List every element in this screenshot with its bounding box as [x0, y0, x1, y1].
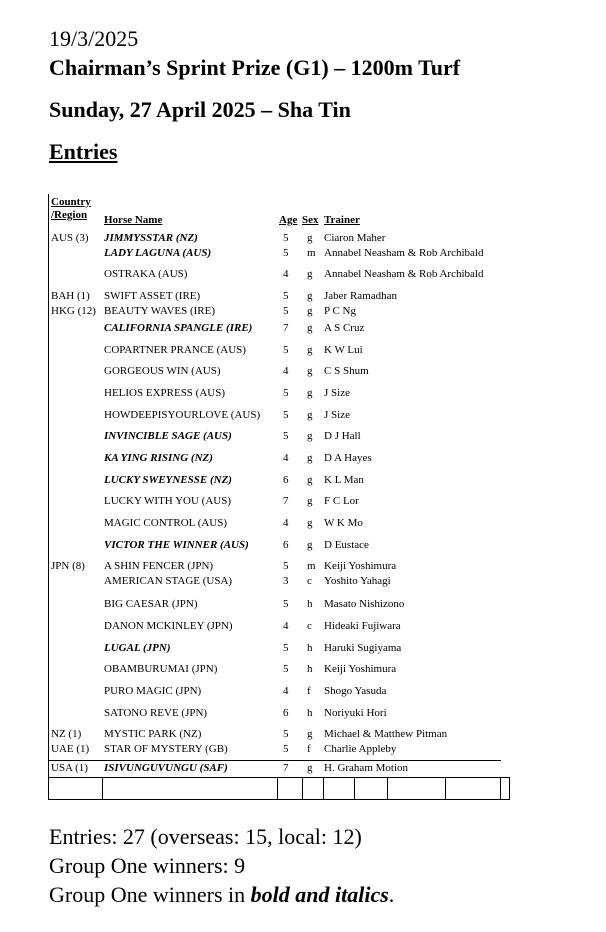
sex-cell: g — [307, 474, 313, 486]
age-cell: 5 — [283, 663, 289, 675]
horse-name-cell: LUGAL (JPN) — [104, 642, 171, 654]
sex-cell: m — [307, 560, 316, 572]
age-cell: 4 — [283, 365, 289, 377]
sex-cell: g — [307, 409, 313, 421]
horse-name-cell: HOWDEEPISYOURLOVE (AUS) — [104, 409, 261, 421]
trainer-cell: K W Lui — [324, 344, 363, 356]
sex-cell: g — [307, 728, 313, 740]
table-col-sep-7 — [445, 777, 446, 800]
age-cell: 3 — [283, 575, 289, 587]
horse-name-cell: MAGIC CONTROL (AUS) — [104, 517, 228, 529]
horse-name-cell: HELIOS EXPRESS (AUS) — [104, 387, 226, 399]
trainer-cell: K L Man — [324, 474, 364, 486]
sex-cell: g — [307, 762, 313, 774]
g1-note-suffix: . — [388, 882, 395, 907]
horse-name-cell: JIMMYSSTAR (NZ) — [104, 232, 198, 244]
age-cell: 7 — [283, 495, 289, 507]
table-col-sep-2 — [277, 777, 278, 800]
trainer-cell: Hideaki Fujiwara — [324, 620, 401, 632]
table-rule-empty-bottom — [48, 799, 510, 800]
trainer-cell: W K Mo — [324, 517, 363, 529]
col-header-horse: Horse Name — [104, 214, 163, 226]
age-cell: 4 — [283, 517, 289, 529]
sex-cell: g — [307, 232, 313, 244]
trainer-cell: Shogo Yasuda — [324, 685, 387, 697]
age-cell: 4 — [283, 268, 289, 280]
sex-cell: c — [307, 575, 312, 587]
age-cell: 5 — [283, 728, 289, 740]
g1-note-emphasis: bold and italics — [250, 882, 389, 907]
sex-cell: g — [307, 452, 313, 464]
table-col-sep-4 — [323, 777, 324, 800]
entries-heading: Entries — [49, 139, 118, 164]
trainer-cell: P C Ng — [324, 305, 356, 317]
horse-name-cell: KA YING RISING (NZ) — [104, 452, 213, 464]
age-cell: 5 — [283, 743, 289, 755]
table-col-sep-6 — [387, 777, 388, 800]
age-cell: 5 — [283, 642, 289, 654]
horse-name-cell: A SHIN FENCER (JPN) — [104, 560, 214, 572]
horse-name-cell: STAR OF MYSTERY (GB) — [104, 743, 228, 755]
table-col-sep-1 — [102, 777, 103, 800]
col-header-country: Country — [51, 196, 91, 208]
trainer-cell: D J Hall — [324, 430, 361, 442]
sex-cell: m — [307, 247, 316, 259]
age-cell: 6 — [283, 707, 289, 719]
trainer-cell: Charlie Appleby — [324, 743, 397, 755]
horse-name-cell: BEAUTY WAVES (IRE) — [104, 305, 216, 317]
trainer-cell: C S Shum — [324, 365, 369, 377]
horse-name-cell: DANON MCKINLEY (JPN) — [104, 620, 233, 632]
age-cell: 5 — [283, 305, 289, 317]
entries-table — [48, 190, 510, 802]
trainer-cell: Keiji Yoshimura — [324, 663, 397, 675]
sex-cell: g — [307, 290, 313, 302]
sex-cell: g — [307, 344, 313, 356]
trainer-cell: H. Graham Motion — [324, 762, 409, 774]
sex-cell: g — [307, 517, 313, 529]
sex-cell: g — [307, 495, 313, 507]
horse-name-cell: SWIFT ASSET (IRE) — [104, 290, 201, 302]
age-cell: 4 — [283, 685, 289, 697]
country-cell: HKG (12) — [51, 305, 96, 317]
col-header-trainer: Trainer — [324, 214, 360, 226]
sex-cell: h — [307, 642, 313, 654]
sex-cell: c — [307, 620, 312, 632]
trainer-cell: Yoshito Yahagi — [324, 575, 391, 587]
sex-cell: f — [307, 685, 311, 697]
sex-cell: f — [307, 743, 311, 755]
horse-name-cell: MYSTIC PARK (NZ) — [104, 728, 202, 740]
trainer-cell: Noriyuki Hori — [324, 707, 387, 719]
trainer-cell: J Size — [324, 387, 350, 399]
horse-name-cell: LADY LAGUNA (AUS) — [104, 247, 212, 259]
horse-name-cell: SATONO REVE (JPN) — [104, 707, 208, 719]
country-cell: JPN (8) — [51, 560, 85, 572]
sex-cell: g — [307, 268, 313, 280]
age-cell: 4 — [283, 452, 289, 464]
horse-name-cell: VICTOR THE WINNER (AUS) — [104, 539, 249, 551]
age-cell: 7 — [283, 322, 289, 334]
horse-name-cell: LUCKY SWEYNESSE (NZ) — [104, 474, 232, 486]
sex-cell: h — [307, 598, 313, 610]
country-cell: BAH (1) — [51, 290, 90, 302]
g1-note-prefix: Group One winners in — [49, 882, 251, 907]
horse-name-cell: AMERICAN STAGE (USA) — [104, 575, 233, 587]
horse-name-cell: INVINCIBLE SAGE (AUS) — [104, 430, 232, 442]
country-cell: NZ (1) — [51, 728, 82, 740]
sex-cell: g — [307, 365, 313, 377]
horse-name-cell: BIG CAESAR (JPN) — [104, 598, 198, 610]
trainer-cell: J Size — [324, 409, 350, 421]
col-header-sex: Sex — [302, 214, 319, 226]
sex-cell: g — [307, 539, 313, 551]
sex-cell: h — [307, 663, 313, 675]
table-border-right — [509, 777, 510, 800]
age-cell: 5 — [283, 247, 289, 259]
sex-cell: g — [307, 305, 313, 317]
col-header-region: /Region — [51, 209, 88, 221]
trainer-cell: Annabel Neasham & Rob Archibald — [324, 268, 484, 280]
race-date-venue: Sunday, 27 April 2025 – Sha Tin — [49, 97, 351, 122]
horse-name-cell: OSTRAKA (AUS) — [104, 268, 188, 280]
sex-cell: g — [307, 322, 313, 334]
race-title: Chairman’s Sprint Prize (G1) – 1200m Turf — [49, 55, 461, 80]
trainer-cell: A S Cruz — [324, 322, 365, 334]
table-border-left — [48, 194, 49, 800]
table-rule-bottom — [48, 777, 510, 778]
age-cell: 6 — [283, 474, 289, 486]
trainer-cell: Ciaron Maher — [324, 232, 386, 244]
table-col-sep-5 — [354, 777, 355, 800]
age-cell: 5 — [283, 430, 289, 442]
trainer-cell: D A Hayes — [324, 452, 372, 464]
age-cell: 4 — [283, 620, 289, 632]
table-rule-usa-top — [48, 760, 501, 761]
sex-cell: h — [307, 707, 313, 719]
trainer-cell: Keiji Yoshimura — [324, 560, 397, 572]
table-col-sep-8 — [500, 777, 501, 800]
age-cell: 5 — [283, 290, 289, 302]
trainer-cell: Jaber Ramadhan — [324, 290, 397, 302]
age-cell: 5 — [283, 232, 289, 244]
g1-legend-note — [49, 882, 394, 908]
document-date: 19/3/2025 — [49, 26, 139, 51]
country-cell: USA (1) — [51, 762, 88, 774]
table-col-sep-3 — [302, 777, 303, 800]
age-cell: 5 — [283, 387, 289, 399]
horse-name-cell: LUCKY WITH YOU (AUS) — [104, 495, 231, 507]
entries-summary: Entries: 27 (overseas: 15, local: 12) — [49, 824, 362, 849]
trainer-cell: Annabel Neasham & Rob Archibald — [324, 247, 484, 259]
trainer-cell: Masato Nishizono — [324, 598, 405, 610]
age-cell: 5 — [283, 598, 289, 610]
horse-name-cell: GORGEOUS WIN (AUS) — [104, 365, 221, 377]
age-cell: 6 — [283, 539, 289, 551]
col-header-age: Age — [279, 214, 298, 226]
trainer-cell: Haruki Sugiyama — [324, 642, 402, 654]
horse-name-cell: OBAMBURUMAI (JPN) — [104, 663, 218, 675]
g1-winners-count: Group One winners: 9 — [49, 853, 246, 878]
age-cell: 5 — [283, 409, 289, 421]
horse-name-cell: CALIFORNIA SPANGLE (IRE) — [104, 322, 253, 334]
trainer-cell: F C Lor — [324, 495, 359, 507]
country-cell: AUS (3) — [51, 232, 89, 244]
horse-name-cell: PURO MAGIC (JPN) — [104, 685, 202, 697]
age-cell: 5 — [283, 344, 289, 356]
trainer-cell: Michael & Matthew Pitman — [324, 728, 448, 740]
country-cell: UAE (1) — [51, 743, 90, 755]
sex-cell: g — [307, 387, 313, 399]
sex-cell: g — [307, 430, 313, 442]
age-cell: 5 — [283, 560, 289, 572]
horse-name-cell: ISIVUNGUVUNGU (SAF) — [104, 762, 228, 774]
horse-name-cell: COPARTNER PRANCE (AUS) — [104, 344, 246, 356]
trainer-cell: D Eustace — [324, 539, 369, 551]
age-cell: 7 — [283, 762, 289, 774]
